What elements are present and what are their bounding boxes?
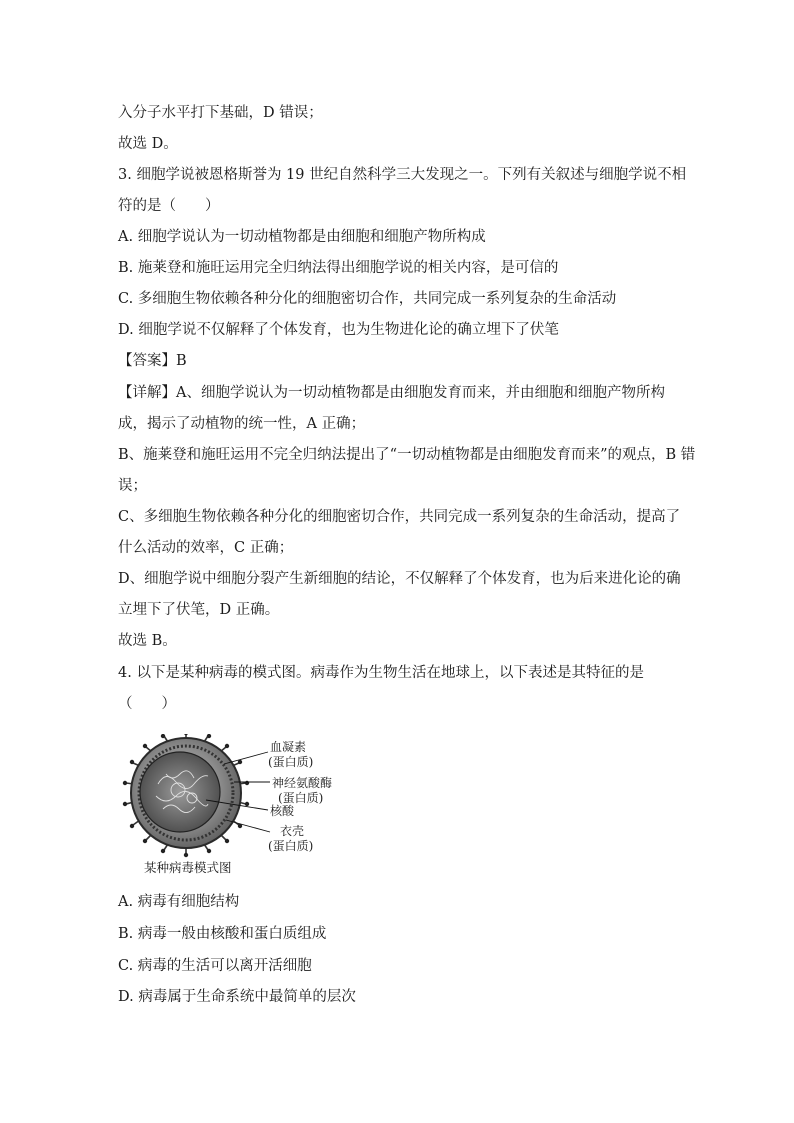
question-3-option-c: C. 多细胞生物依赖各种分化的细胞密切合作，共同完成一系列复杂的生命活动	[118, 291, 617, 307]
question-4-option-a: A. 病毒有细胞结构	[118, 894, 240, 910]
answer-line: 【答案】B	[118, 353, 187, 369]
label-capsid: 衣壳	[280, 824, 305, 838]
explanation-line: 误；	[118, 478, 147, 494]
text-line: 入分子水平打下基础，D 错误；	[118, 105, 323, 121]
question-4-stem: 4. 以下是某种病毒的模式图。病毒作为生物生活在地球上，以下表述是其特征的是	[118, 665, 644, 681]
label-hemagglutinin-note: (蛋白质)	[268, 755, 314, 769]
explanation-line: 【详解】A、细胞学说认为一切动植物都是由细胞发育而来，并由细胞和细胞产物所构	[118, 385, 665, 401]
question-4-option-b: B. 病毒一般由核酸和蛋白质组成	[118, 926, 327, 942]
virus-diagram	[118, 734, 348, 875]
explanation-line: C、多细胞生物依赖各种分化的细胞密切合作，共同完成一系列复杂的生命活动，提高了	[118, 509, 681, 525]
label-nucleic-acid: 核酸	[270, 804, 295, 818]
label-neuraminidase: 神经氨酸酶	[272, 776, 333, 790]
explanation-line: B、施莱登和施旺运用不完全归纳法提出了“一切动植物都是由细胞发育而来”的观点，B 错	[118, 447, 696, 463]
question-3-option-d: D. 细胞学说不仅解释了个体发育，也为生物进化论的确立埋下了伏笔	[118, 322, 559, 338]
label-capsid-note: (蛋白质)	[268, 839, 314, 853]
question-3-stem: 3. 细胞学说被恩格斯誉为 19 世纪自然科学三大发现之一。下列有关叙述与细胞学说不相	[118, 167, 687, 183]
question-4-option-d: D. 病毒属于生命系统中最简单的层次	[118, 989, 356, 1005]
question-3-option-a: A. 细胞学说认为一切动植物都是由细胞和细胞产物所构成	[118, 229, 486, 245]
question-4-option-c: C. 病毒的生活可以离开活细胞	[118, 958, 312, 974]
question-3-stem-cont: 符的是（ ）	[118, 198, 220, 214]
label-neuraminidase-note: (蛋白质)	[278, 791, 324, 805]
figure-caption: 某种病毒模式图	[144, 860, 232, 875]
explanation-line: 立埋下了伏笔，D 正确。	[118, 602, 280, 618]
explanation-line: D、细胞学说中细胞分裂产生新细胞的结论，不仅解释了个体发育，也为后来进化论的确	[118, 571, 681, 587]
conclusion-line: 故选 B。	[118, 633, 177, 649]
text-line: 故选 D。	[118, 136, 178, 152]
explanation-line: 成，揭示了动植物的统一性，A 正确；	[118, 416, 366, 432]
label-hemagglutinin: 血凝素	[270, 740, 307, 754]
question-3-option-b: B. 施莱登和施旺运用完全归纳法得出细胞学说的相关内容，是可信的	[118, 260, 559, 276]
question-4-stem-cont: （ ）	[118, 696, 176, 712]
explanation-line: 什么活动的效率，C 正确；	[118, 540, 294, 556]
